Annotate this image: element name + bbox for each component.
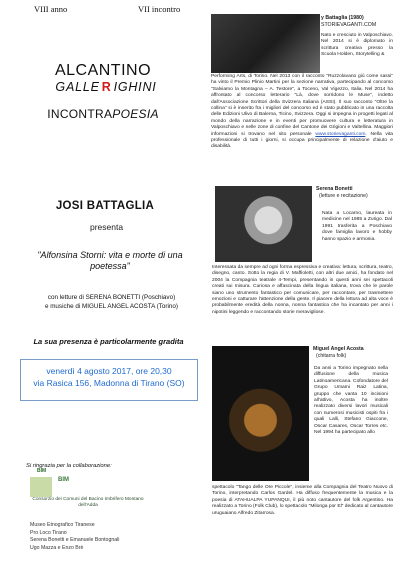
venue-subtitle-part-2: IGHINI [113,80,157,94]
venue-subtitle-r: R [101,80,112,94]
author-name: JOSI BATTAGLIA [55,200,155,212]
partners-list [30,522,119,552]
series-title [28,107,178,121]
partner-3: Serena Bonetti e Emanuele Bontognali [30,537,120,543]
josi-website-link[interactable]: www.storievaganti.com [315,131,366,137]
contributor-readings: con letture di SERENA BONETTI (Poschiavo) [47,294,176,301]
event-date: venerdì 4 agosto 2017, ore 20,30 [46,366,172,376]
book-title: "Alfonsina Storni: vita e morte di una poetessa" [37,250,183,271]
partner-4: Ugo Mazza e Enzo Brè [30,544,84,551]
josi-site: STORIEVAGANTI.COM [321,22,377,28]
josi-caption: y Battaglia (1980) [321,15,364,21]
series-title-1: INCONTRA [47,107,113,121]
venue-subtitle-part-1: GALLE [55,80,100,94]
thanks-heading: Si ringrazia per la collaborazione: [26,463,112,469]
contributors [24,293,199,311]
miguel-photo [212,346,309,481]
partner-1: Museo Etnografico Tiranese [30,522,95,528]
event-details-box [20,359,198,401]
bim-logo-mark: BIM [37,468,47,474]
event-place: via Rasica 156, Madonna di Tirano (SO) [33,378,185,388]
miguel-role: (chitarra folk) [316,353,347,359]
presence-note: La sua presenza è particolarmente gradita [33,337,184,346]
josi-bio-a: Nato e cresciuto in Valposchiavo. Nel 2014 si è diplomato in scrittura creativa presso la Scuola Holden, Storytelling & [321,33,393,58]
miguel-bio-b: spettacolo "Tango delle Ore Piccole", insieme alla Compagnia del Teatro Nuovo di Torino, interpretando Carlos Gardel. Ha diffuso frequentemente la musica e la poesia di ATAHUALPA YUPANQUI, il più noto cantautore del folk Argentino. Ha realizzato a Torino (Folk Club), lo spettacolo "Milonga por El" dedicato al cantautore uruguaiano Alfredo Zitarrosa. [212,485,393,516]
serena-name: Serena Bonetti [316,186,353,192]
josi-bio-b: Performing Arts, di Torino. Nel 2013 con il racconto "Ruzzolavano giù come sassi" ha vinto il Premio Plinio Martini per la sezione narrativa, partecipando al concorso "Salviamo la Montagna – A. Testore", a Toceno, Val Vigezzo, Italia. Nel 2014 ha affrontato al concorso letterario "Là, dove sorridono le Muse", indetto dall'Associazione Scrittori della Svizzera Italiana (ASSI). Il suo racconto "Oltre la collina" si è inserito fra i migliori del concorso ed è stato pubblicato in una raccolta delle Edizioni Ulivo di Balerna, Ticino, Svizzera. Oggi si impegna in progetti legati al mondo della narrazione e in eventi per promuovere cultura e letteratura in Valposchiavo e nelle zone di confine del Cantone dei Grigioni e Valtellina. Maggiori informazioni si trovano nel sito personale www.storievaganti.com. Nella vita professionale di tutti i giorni, si occupa principalmente di relazione d'aiuto e disabilità. [211,74,394,150]
venue-title: ALCANTINO [54,62,152,79]
miguel-name: Miguel Angel Acosta [313,346,364,352]
josi-bio-text-end: Nella vita professionale di tutti i giorni, si occupa principalmente di relazione d'aiuto e disabilità. [211,131,394,150]
series-title-2: POESIA [112,107,159,121]
bim-logo-icon [30,477,52,497]
venue-subtitle [36,80,176,94]
miguel-bio-a: Da anni a Torino impegnato nella diffusione della musica Latinoamericana. Cofondatore del Grupo Umami Raiz Latina, gruppo che vanta 10 incisioni all'attivo, Acosta ha inoltre realizzato diversi lavori musicali con numerosi musicisti ospiti fra i quali Lalli, Stefano Giaccone, Oscar Casares, Oscar Torres etc. Nel 1994 ha partecipato allo [314,366,388,436]
partner-2: Pro Loco Tirano [30,529,67,536]
serena-bio-b: Interessata da sempre ad ogni forma espressiva e creativa: lettura, scrittura, teatro, disegno, canto. Sotto la regia di V. Maffioletti, con altri due amici, ha fondato nel 2004 la Compagnia teatrale 4-Tempi, presentando in questi anni sei spettacoli creati sui misura. Curiosa e affascinata della lingua italiana, trova che le parole siano uno strumento fantastico per comunicare, per raccontare, per trasmettere emozioni e catturare l'attenzione della gente. Il piacere della lettura ad alta voce è probabilmente eredità della nonna, nonna fantastica che ha incantato per anni i nipotini leggendo e raccontando storie meravigliose. [212,265,393,315]
josi-bio-text: Performing Arts, di Torino. Nel 2013 con il racconto "Ruzzolavano giù come sassi" ha vinto il Premio Plinio Martini per la sezione narrativa, partecipando al concorso "Salviamo la Montagna – A. Testore", a Toceno, Val Vigezzo, Italia. Nel 2014 ha affrontato al concorso letterario "Là, dove sorridono le Muse", indetto dall'Associazione Scrittori della Svizzera Italiana (ASSI). Il suo racconto "Oltre la collina" si è inserito fra i migliori del concorso ed è stato pubblicato in una raccolta delle Edizioni Ulivo di Balerna, Ticino, Svizzera. Oggi si impegna in progetti legati al mondo della narrazione e in eventi per promuovere cultura e letteratura in Valposchiavo e nelle zone di confine del Cantone dei Grigioni e Valtellina. Maggiori informazioni si trovano nel sito personale [211,74,393,137]
header-year: VIII anno [34,4,68,14]
bim-logo-text: BIM [58,477,69,483]
header-meeting: VII incontro [138,4,181,14]
presenta-text: presenta [90,222,124,232]
consorzio-text: Consorzio dei Comuni del Bacino Imbrifero Montano dell'Adda [32,497,144,508]
serena-photo [215,186,312,262]
serena-bio-a: Nata a Locarno, laureata in medicine nel 1985 a Zurigo. Dal 1991 trasferita a Poschiavo dove famiglia lavoro e hobby hanno spazio e armonia. [322,211,392,242]
contributor-music: e musiche di MIGUEL ANGEL ACOSTA (Torino) [44,303,179,310]
josi-photo [211,14,320,73]
serena-role: (letture e recitazione) [319,193,368,199]
